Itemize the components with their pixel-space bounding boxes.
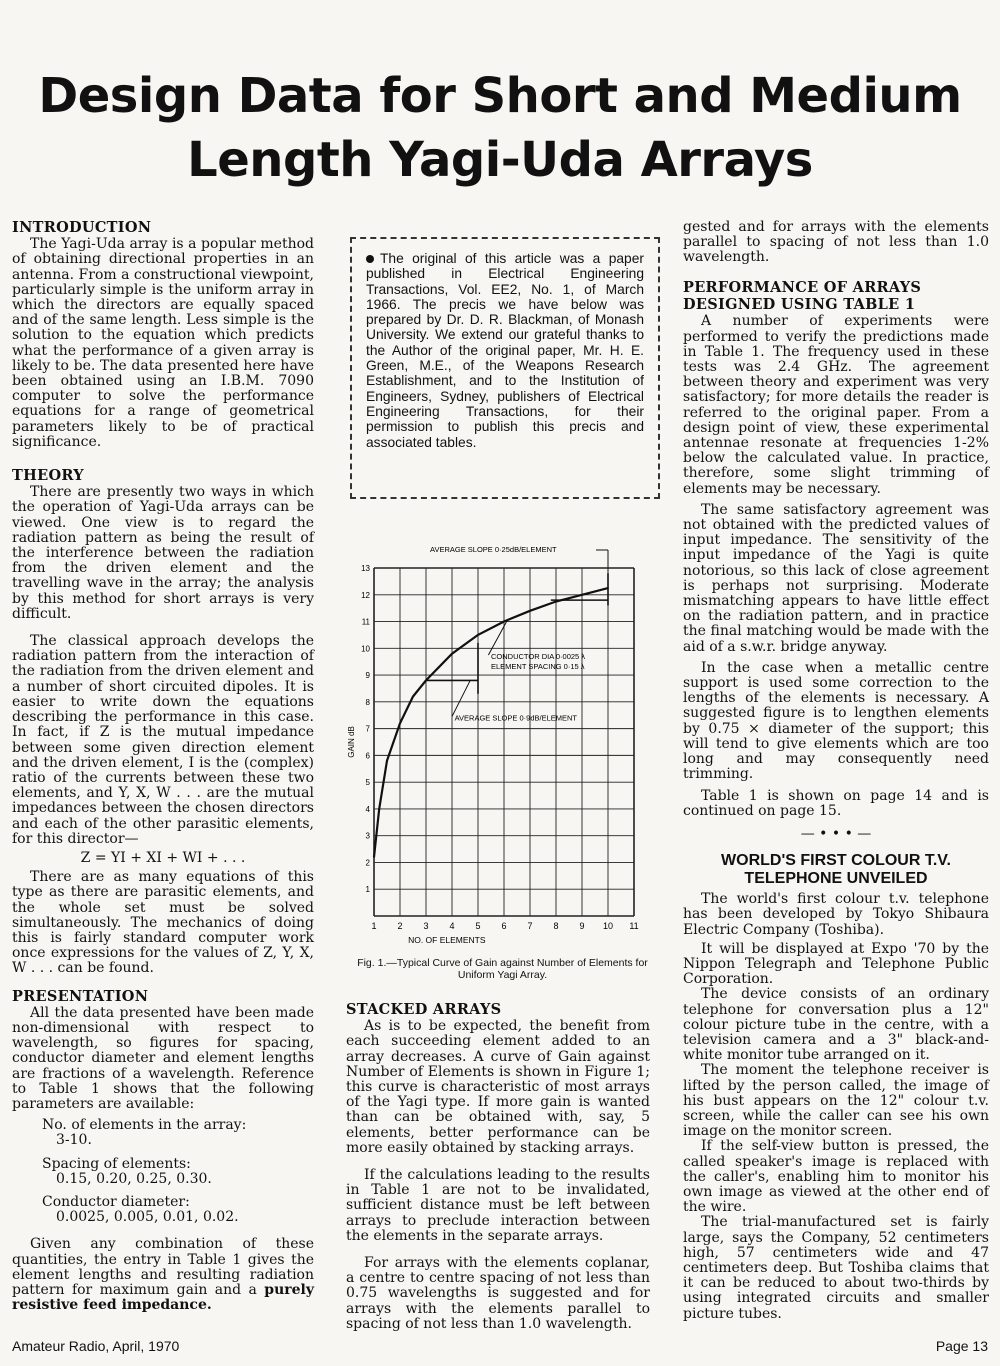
column-right [683,220,989,266]
y-tick-label: 11 [361,617,370,627]
x-tick-label: 4 [449,921,455,931]
world-heading-line-2: TELEPHONE UNVEILED [744,870,928,888]
x-tick-label: 10 [602,921,614,931]
world-paragraph-4: The moment the telephone receiver is lifted by the person called, the image of his bust appears on the 12" colour t.v. screen, while the caller can see his own image on the monitor screen. [683,1062,989,1140]
introduction-text: The Yagi-Uda array is a popular method of obtaining directional properties in an antenna. From a constructional viewpoint, particularly simple is the uniform array in which the directors are equally spaced and of the same length. Less simple is the solution to the equation which predicts what the performance of a given array is likely to be. The data presented here have been obtained using an I.B.M. 7090 computer to solve the performance equations for a range of geometrical parameters likely to be of practical significance. [12,236,314,450]
mutual-impedance-equation: Z = YI + XI + WI + . . . [80,849,246,866]
presentation-paragraph-2 [12,1237,314,1313]
presentation-heading: PRESENTATION [12,987,149,1005]
performance-paragraph-2: The same satisfactory agreement was not obtained with the predicted values of input impedance. The sensitivity of the input impedance of the Yagi is quite notorious, so this lack of close agreement is perhaps not surprising. Moderate mismatching appears to have little effect on the radiation pattern, and in practice the final matching would be made with the aid of a s.w.r. bridge anyway. [683,501,989,655]
world-paragraph-6: The trial-manufactured set is fairly large, says the Company, 52 centimeters high, 57 centimeters wide and 47 centimeters deep. But Toshiba claims that it can be reduced to about two-thirds by using integrated circuits and smaller picture tubes. [683,1214,989,1322]
parameter-label: Spacing of elements: [42,1155,191,1172]
source-note-text: The original of this article was a paper published in Electrical Engineering Transactions, Vol. EE2, No. 1, of March 1966. The precis we have below was prepared by Dr. D. R. Blackman, of Monash University. We extend our grateful thanks to the Author of the original paper, Mr. H. E. Green, M.E., of the Weapons Research Establishment, and to the Institution of Engineers, Sydney, publishers of Electrical Engineering Transactions, for their permission to publish this precis and associated tables. [366,251,644,450]
theory-paragraph-3: There are as many equations of this type as there are parasitic elements, and the whole set must be solved simultaneously. The mechanics of doing this is fairly standard computer work once expressions for the values of Z, Y, X, W . . . can be found. [12,869,314,977]
y-tick-label: 8 [365,697,370,707]
y-tick-label: 13 [361,564,370,573]
x-tick-label: 8 [553,921,559,931]
introduction-heading: INTRODUCTION [12,219,152,236]
source-note-box [350,237,660,499]
world-paragraph-3: The device consists of an ordinary telephone for conversation plus a 12" colour picture tube in the centre, with a television camera and a 3" black-and-white monitor tube arranged on it. [683,986,989,1064]
stacked-arrays-heading: STACKED ARRAYS [346,1001,502,1018]
x-tick-label: 7 [527,921,533,931]
x-tick-label: 3 [423,921,429,931]
x-tick-label: 11 [629,921,639,931]
x-tick-label: 9 [579,921,585,931]
stacked-paragraph-3: For arrays with the elements coplanar, a centre to centre spacing of not less than 0.75 wavelengths is suggested and for arrays with the elements parallel to spacing of not less than 1.0 wavelength. [346,1255,650,1332]
y-tick-label: 12 [361,590,370,600]
world-heading-line-1: WORLD'S FIRST COLOUR T.V. [721,852,951,870]
gain-data-point [373,856,375,858]
gain-data-point [399,722,401,724]
annotation-leader [452,680,470,716]
y-tick-label: 5 [365,778,370,788]
gain-data-point [477,634,479,636]
x-tick-label: 6 [501,921,507,931]
gain-data-point [581,594,583,596]
figure-caption: Fig. 1.—Typical Curve of Gain against Number of Elements for Uniform Yagi Array. [357,957,648,981]
x-tick-label: 5 [475,921,481,931]
stacked-paragraph-1: As is to be expected, the benefit from each succeeding element added to an array decreases. A curve of Gain against Number of Elements is shown in Figure 1; this curve is characteristic of most arrays of the Yagi type. If more gain is wanted than can be obtained with, say, 5 elements, better performance can be more easily obtained by stacking arrays. [346,1018,650,1156]
gain-data-point [412,696,414,698]
x-tick-label: 2 [397,921,403,931]
column-left [12,220,314,1313]
x-tick-label: 1 [371,921,377,931]
world-paragraph-2: It will be displayed at Expo '70 by the Nippon Telegraph and Telephone Public Corporation. [683,940,989,988]
performance-heading-line-1: PERFORMANCE OF ARRAYS [683,279,922,296]
performance-paragraph-4: Table 1 is shown on page 14 and is continued on page 15. [683,787,989,819]
y-tick-label: 9 [365,671,370,681]
annotation-slope-upper: AVERAGE SLOPE 0·25dB/ELEMENT [430,545,557,554]
y-tick-label: 2 [365,858,370,868]
annotation-conductor-dia: CONDUCTOR DIA 0·0025 λ [491,652,586,662]
presentation-paragraph-2-text: Given any combination of these quantities, the entry in Table 1 gives the element lengths and resulting radiation pattern for maximum gain and a [12,1236,314,1298]
y-tick-label: 4 [365,804,370,814]
y-tick-label: 1 [365,885,370,895]
footer-page-number: Page 13 [935,1338,988,1354]
parameter-label: No. of elements in the array: [42,1117,247,1134]
theory-paragraph-2: The classical approach develops the radiation pattern from the interaction of the radiation from the driven element and a number of short circuited dipoles. It is easier to write down the equations describing the performance in this case. In fact, if Z is the mutual impedance between some given direction element and the driven element, I is the (complex) ratio of the currents between these two elements, and Y, X, W . . . are the mutual impedances between the chosen directors and each of the other parasitic elements, for this director— [12,633,314,847]
theory-paragraph-1: There are presently two ways in which the operation of Yagi-Uda arrays can be viewed. One view is to regard the radiation pattern as being the result of the interference between the radiation from the driven element and the travelling wave in the array; the analysis by this method for short arrays is very difficult. [12,484,314,622]
article-title-line-1: Design Data for Short and Medium [38,68,962,124]
section-separator: — • • • — [800,825,872,842]
x-axis-label: NO. OF ELEMENTS [408,935,486,945]
gain-data-point [378,808,380,810]
y-axis-label: GAIN dB [347,726,356,758]
y-tick-label: 7 [365,724,370,734]
performance-heading-line-2: DESIGNED USING TABLE 1 [683,296,916,314]
gain-data-point [503,621,505,623]
performance-paragraph-1: A number of experiments were performed to verify the predictions made in Table 1. The frequency used in these tests was 2.4 GHz. The agreement between theory and experiment was very satisfactory; for more details the reader is referred to the original paper. From a design point of view, these experimental antennae resonate at frequencies 1-2% below the calculated value. In practice, therefore, some slight trimming of elements may be necessary. [683,313,989,497]
performance-paragraph-3: In the case when a metallic centre support is used some correction to the lengths of the elements is necessary. A suggested figure is to lengthen elements by 0.75 × diameter of the support; this will tend to give elements which are too long and may consequently need trimming. [683,659,989,783]
gain-data-point [386,760,388,762]
y-tick-label: 3 [365,831,370,841]
column-right-main [683,280,989,1322]
presentation-bold-text: purely resistive feed impedance. [12,1282,314,1314]
world-paragraph-1: The world's first colour t.v. telephone has been developed by Tokyo Shibaura Electric Company (Toshiba). [683,891,989,938]
y-tick-label: 6 [365,751,370,761]
parameter-value: 0.15, 0.20, 0.25, 0.30. [56,1170,212,1187]
presentation-paragraph-1: All the data presented have been made non-dimensional with respect to wavelength, so figures for spacing, conductor diameter and element lengths are fractions of a wavelength. Reference to Table 1 shows that the following parameters are available: [12,1004,314,1112]
parameter-value: 3-10. [56,1132,92,1149]
world-paragraph-5: If the self-view button is pressed, the called speaker's image is replaced with the caller's, enabling him to monitor his own image as viewed at the other end of the wire. [683,1138,989,1216]
gain-data-point [529,610,531,612]
bullet-icon [366,255,374,263]
annotation-element-spacing: ELEMENT SPACING 0·15 λ [491,662,585,672]
theory-heading: THEORY [12,467,84,485]
annotation-slope-lower: AVERAGE SLOPE 0·9dB/ELEMENT [454,713,578,723]
parameter-value: 0.0025, 0.005, 0.01, 0.02. [56,1209,239,1226]
parameter-list [12,1118,314,1225]
stacked-paragraph-2: If the calculations leading to the results in Table 1 are not to be invalidated, sufficient distance must be left between arrays to preclude interaction between the elements in the separate arrays. [346,1167,650,1244]
article-title-line-2: Length Yagi-Uda Arrays [187,132,813,188]
parameter-label: Conductor diameter: [42,1193,190,1210]
gain-data-point [451,653,453,655]
stacked-paragraph-3-continued: gested and for arrays with the elements parallel to spacing of not less than 1.0 wavelength. [683,219,989,266]
y-tick-label: 10 [361,644,370,654]
footer-publication: Amateur Radio, April, 1970 [12,1338,180,1354]
gain-curve [374,588,608,857]
column-middle [346,1002,650,1332]
gain-chart [340,540,660,950]
